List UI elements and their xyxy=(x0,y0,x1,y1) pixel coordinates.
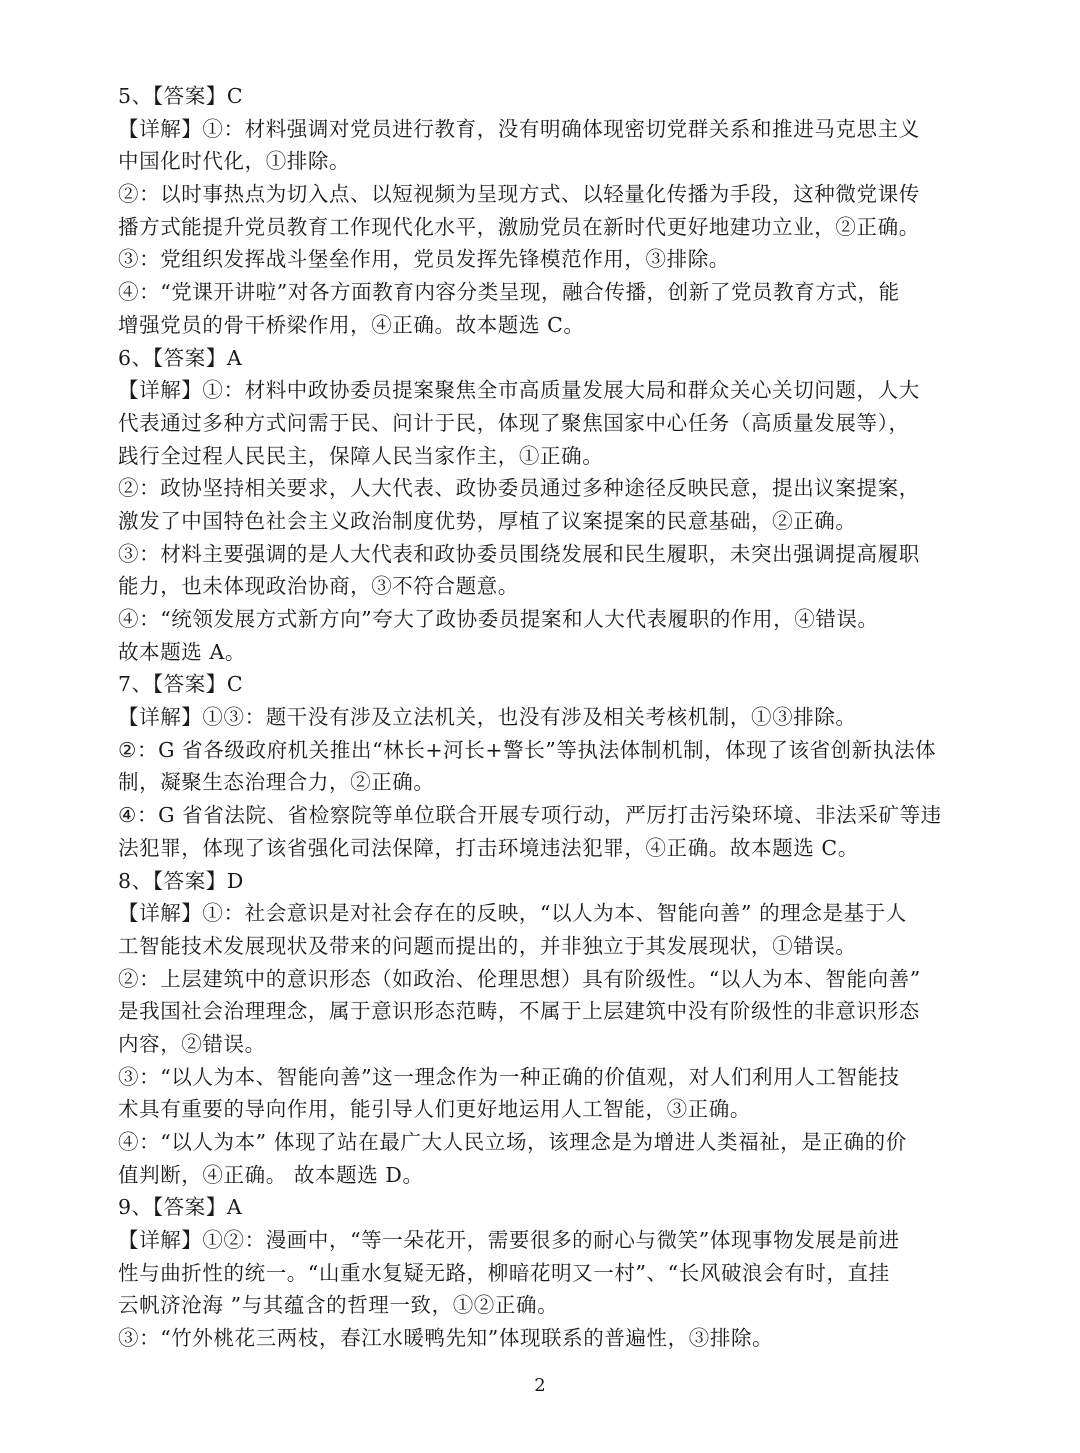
text-line: 中国化时代化，①排除。 xyxy=(118,149,351,174)
text-line: ③：党组织发挥战斗堡垒作用，党员发挥先锋模范作用，③排除。 xyxy=(118,247,730,272)
text-line: ④：“以人为本” 体现了站在最广大人民立场，该理念是为增进人类福祉，是正确的价 xyxy=(118,1130,907,1154)
text-line: 能力，也未体现政治协商，③不符合题意。 xyxy=(118,574,519,599)
text-line: 工智能技术发展现状及带来的问题而提出的，并非独立于其发展现状，①错误。 xyxy=(118,933,857,958)
text-line: ④：G 省省法院、省检察院等单位联合开展专项行动，严厉打击污染环境、非法采矿等违 xyxy=(118,803,942,828)
text-line: 制，凝聚生态治理合力，②正确。 xyxy=(118,770,435,795)
text-line: ③：材料主要强调的是人大代表和政协委员围绕发展和民生履职，未突出强调提高履职 xyxy=(118,541,920,566)
text-line: 增强党员的骨干桥梁作用，④正确。故本题选 C。 xyxy=(118,312,585,337)
text-line: 性与曲折性的统一。“山重水复疑无路，柳暗花明又一村”、“长风破浪会有时，直挂 xyxy=(118,1260,890,1285)
text-line: 激发了中国特色社会主义政治制度优势，厚植了议案提案的民意基础，②正确。 xyxy=(118,508,857,533)
text-line: 法犯罪，体现了该省强化司法保障，打击环境违法犯罪，④正确。故本题选 C。 xyxy=(118,835,859,860)
text-line: ②：以时事热点为切入点、以短视频为呈现方式、以轻量化传播为手段，这种微党课传 xyxy=(118,182,920,207)
text-line: 内容，②错误。 xyxy=(118,1031,266,1056)
text-line: 7、【答案】C xyxy=(118,672,244,697)
text-line: 云帆济沧海 ”与其蕴含的哲理一致，①②正确。 xyxy=(118,1293,559,1318)
text-line: 8、【答案】D xyxy=(118,868,244,893)
text-line: ②：政协坚持相关要求，人大代表、政协委员通过多种途径反映民意，提出议案提案， xyxy=(118,476,920,501)
text-line: 践行全过程人民民主，保障人民当家作主，①正确。 xyxy=(118,443,604,468)
text-line: ③：“以人为本、智能向善”这一理念作为一种正确的价值观，对人们利用人工智能技 xyxy=(118,1064,900,1089)
text-line: ④：“统领发展方式新方向”夸大了政协委员提案和人大代表履职的作用，④错误。 xyxy=(118,607,879,631)
text-line: ②：G 省各级政府机关推出“林长+河长+警长”等执法体制机制，体现了该省创新执法体 xyxy=(118,737,937,762)
text-line: ②：上层建筑中的意识形态（如政治、伦理思想）具有阶级性。“以人为本、智能向善” xyxy=(118,966,921,991)
text-line: ③：“竹外桃花三两枝，春江水暖鸭先知”体现联系的普遍性，③排除。 xyxy=(118,1326,774,1351)
text-line: 【详解】①：社会意识是对社会存在的反映，“以人为本、智能向善” 的理念是基于人 xyxy=(118,901,907,926)
text-line: 【详解】①：材料中政协委员提案聚焦全市高质量发展大局和群众关心关切问题，人大 xyxy=(118,378,920,403)
text-line: 5、【答案】C xyxy=(118,84,244,108)
page-number: 2 xyxy=(534,1375,546,1396)
text-line: 术具有重要的导向作用，能引导人们更好地运用人工智能，③正确。 xyxy=(118,1097,751,1122)
text-line: 9、【答案】A xyxy=(118,1195,243,1220)
document-body xyxy=(118,80,964,1355)
text-line: 值判断，④正确。 故本题选 D。 xyxy=(118,1162,424,1187)
text-line: 【详解】①③：题干没有涉及立法机关，也没有涉及相关考核机制，①③排除。 xyxy=(118,705,857,730)
text-line: 【详解】①：材料强调对党员进行教育，没有明确体现密切党群关系和推进马克思主义 xyxy=(118,116,920,141)
text-line: ④：“党课开讲啦”对各方面教育内容分类呈现，融合传播，创新了党员教育方式，能 xyxy=(118,280,900,305)
text-line: 是我国社会治理理念，属于意识形态范畴，不属于上层建筑中没有阶级性的非意识形态 xyxy=(118,999,920,1024)
text-line: 【详解】①②：漫画中，“等一朵花开，需要很多的耐心与微笑”体现事物发展是前进 xyxy=(118,1228,900,1253)
text-line: 代表通过多种方式问需于民、问计于民，体现了聚焦国家中心任务（高质量发展等）， xyxy=(118,410,910,435)
text-line: 6、【答案】A xyxy=(118,345,243,370)
text-line: 故本题选 A。 xyxy=(118,639,247,664)
text-line: 播方式能提升党员教育工作现代化水平，激励党员在新时代更好地建功立业，②正确。 xyxy=(118,214,920,239)
